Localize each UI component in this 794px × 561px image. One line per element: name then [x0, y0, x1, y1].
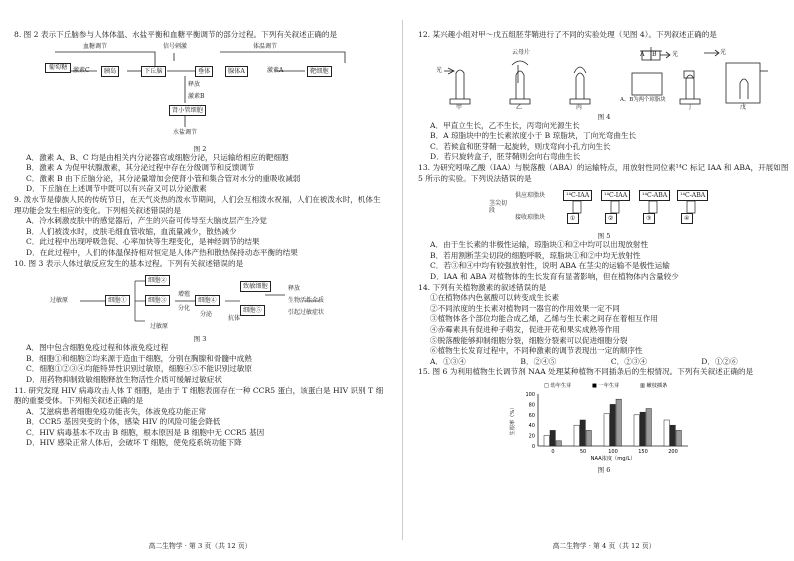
bar — [604, 414, 609, 446]
x-tick-label: 0 — [551, 448, 555, 455]
bar — [616, 399, 621, 446]
label-bing: 丙 — [576, 103, 583, 111]
bar — [664, 420, 669, 446]
q14-item-6: ⑥植物生长发育过程中，不同种激素的调节表现出一定的顺序性 — [430, 346, 643, 356]
x-axis-label: NAA浓度（mg/L） — [590, 455, 636, 462]
donor-box-3: ¹⁴C-ABA — [639, 190, 670, 201]
bar — [574, 425, 579, 446]
bar — [610, 404, 615, 446]
label-hormone-b: 激素B — [188, 92, 205, 100]
bar — [550, 430, 555, 446]
q14-option-c: C．②③④ — [610, 356, 648, 366]
q13-option-b: B．若用割断茎尖切段的细胞呼吸，琼脂块①和②中均无放射性 — [430, 250, 641, 260]
box-pituitary: 垂体 — [195, 66, 213, 77]
q14-option-a: A．①③④ — [430, 356, 466, 366]
q12-option-c: C．若候盒和胚芽鞘一起旋转，则戊弯向小孔方向生长 — [430, 141, 611, 151]
label-allergen-2: 过敏原 — [150, 323, 169, 331]
receiver-box-2: ② — [605, 213, 617, 224]
figure-5-caption: 图 5 — [597, 232, 611, 241]
q14-options — [430, 357, 790, 368]
q8-option-c: C．激素 B 由下丘脑分泌，其分泌量增加会使肾小管和集合管对水分的重吸收减弱 — [26, 173, 301, 183]
label-yi: 乙 — [516, 103, 523, 111]
label-proliferate: 增殖 — [178, 291, 191, 299]
y-tick-label: 60 — [528, 412, 535, 419]
figure-2-caption: 图 2 — [193, 144, 207, 153]
box-cell-2: 细胞② — [145, 275, 170, 286]
y-tick-label: 100 — [525, 391, 535, 398]
donor-box-4: ¹⁴C-ABA — [677, 190, 708, 201]
x-tick-label: 100 — [608, 448, 618, 455]
label-release: 释放 — [188, 80, 201, 88]
label-jia: 甲 — [456, 103, 463, 111]
bar — [544, 435, 549, 445]
q12-option-a: A．甲直立生长，乙不生长，丙弯向光源生长 — [430, 120, 580, 130]
label-allergen: 过敏原 — [50, 297, 69, 305]
box-cell-5: 细胞⑤ — [240, 305, 265, 316]
q9-stem: 9. 泼水节是傣族人民的传统节日，在天气炎热的泼水节期间，人们会互相泼水祝福，人们在被泼水时，机体生理功能会发生相应的变化。下列相关叙述错误的是 — [14, 194, 381, 215]
label-stem-section: 茎尖切段 — [489, 200, 508, 215]
box-pancreas: 胰岛 — [101, 66, 119, 77]
figure-4-caption: 图 4 — [597, 112, 611, 121]
y-tick-label: 0 — [531, 443, 535, 450]
y-tick-label: 20 — [528, 433, 535, 440]
x-tick-label: 150 — [638, 448, 648, 455]
q8-option-a: A．激素 A、B、C 均是由相关内分泌器官或细胞分泌，只运输给相应的靶细胞 — [26, 152, 289, 162]
q14-item-2: ②不同浓度的生长素对植物同一器官的作用效果一定不同 — [430, 303, 620, 313]
q14-item-3: ③植物体各个部位均能合成乙烯，乙烯与生长素之间存在着相互作用 — [430, 314, 658, 324]
figure-5 — [489, 186, 719, 230]
label-bio: 生物活性介质 — [288, 297, 325, 305]
box-cell-3: 细胞③ — [145, 295, 170, 306]
q14-item-1: ①在植物体内色氨酸可以转变成生长素 — [430, 293, 560, 303]
q9-option-d: D．在此过程中，人们的体温保持相对恒定是人体产热和散热保持动态平衡的结果 — [26, 247, 298, 257]
q8-option-b: B．激素 A 为促甲状腺激素，其分泌过程中存在分级调节和反馈调节 — [26, 163, 255, 173]
q13-option-d: D．IAA 和 ABA 对植物体的生长发育有显著影响，但在植物体内含量较少 — [430, 271, 679, 281]
q11-option-d: D．HIV 感染正常人体后，会破坏 T 细胞，使免疫系统功能下降 — [26, 438, 242, 448]
block-b-label: B — [652, 50, 657, 58]
label-symptom: 引起过敏症状 — [288, 309, 325, 317]
label-water: 水盐调节 — [173, 128, 198, 136]
box-cell-4: 细胞④ — [195, 295, 220, 306]
x-tick-label: 50 — [579, 448, 587, 455]
q14-option-d: D．①②⑥ — [701, 356, 738, 366]
q14-item-4: ④赤霉素具有促进种子萌发，促进开花和果实成熟等作用 — [430, 324, 620, 334]
label-antibody: 抗体 — [228, 315, 241, 323]
label-signal: 信号刺激 — [163, 42, 188, 50]
q13-option-a: A．由于生长素的非极性运输，琼脂块①和②中均可以出现放射性 — [430, 240, 649, 250]
q10-option-b: B．细胞①和细胞②均来源于造血干细胞，分别在胸腺和骨髓中成熟 — [26, 353, 252, 363]
donor-box-1: ¹⁴C-IAA — [563, 190, 592, 201]
figure-3-caption: 图 3 — [193, 335, 207, 344]
q15-stem: 15. 图 6 为利用植物生长调节剂 NAA 处理某种植物不同插条后的生根情况。下列有关叙述正确的是 — [418, 367, 754, 377]
q9-option-c: C．此过程中出现呼吸急促、心率加快等生理变化，是神经调节的结果 — [26, 237, 260, 247]
q13-option-c: C．若③和④中均有较强放射性，说明 ABA 在茎尖的运输不是极性运输 — [430, 261, 670, 271]
label-hormone-c: 激素C — [73, 66, 90, 74]
bar — [586, 430, 591, 446]
left-page — [14, 30, 386, 551]
box-cell-1: 细胞① — [105, 295, 130, 306]
figure-6-chart — [504, 380, 704, 464]
label-differentiate: 分化 — [178, 305, 191, 313]
block-a-label: A — [640, 50, 645, 58]
y-tick-label: 80 — [528, 402, 535, 409]
bar — [634, 415, 639, 446]
right-page-footer: 高二生物学 · 第 4 页（共 12 页） — [552, 542, 656, 551]
bar — [580, 420, 585, 446]
box-gland-a: 腺体A — [225, 66, 248, 77]
q10-option-a: A．图中包含细胞免疫过程和体液免疫过程 — [26, 343, 169, 353]
left-page-footer: 高二生物学 · 第 3 页（共 12 页） — [148, 542, 252, 551]
q12-stem: 12. 某兴趣小组对甲～戊五组胚芽鞘进行了不同的实验处理（见图 4）。下列叙述正确的是 — [418, 30, 717, 39]
label-light-2: 光 — [672, 50, 679, 58]
box-glucose: 葡萄糖 — [45, 63, 71, 73]
label-secrete: 分泌 — [200, 311, 213, 319]
y-tick-label: 40 — [528, 423, 535, 430]
receiver-box-3: ③ — [643, 213, 655, 224]
q10-option-d: D．用药物抑制致敏细胞释放生物活性介质可缓解过敏症状 — [26, 374, 222, 384]
label-temperature: 体温调节 — [253, 42, 278, 50]
receiver-box-1: ① — [567, 213, 579, 224]
bar — [676, 430, 681, 446]
q10-option-c: C．细胞①②③④均能特异性识别过敏原，细胞④⑤不能识别过敏原 — [26, 364, 253, 374]
bar — [670, 425, 675, 446]
right-page — [418, 30, 790, 551]
label-light-3: 光 — [720, 48, 727, 56]
q14-option-b: B．②④⑤ — [520, 356, 557, 366]
q14-stem: 14. 下列有关植物激素的叙述错误的是 — [418, 282, 547, 292]
label-wu: 戊 — [740, 103, 747, 111]
bar — [646, 408, 651, 445]
q14-item-5: ⑤脱落酸能够抑制细胞分裂，细胞分裂素可以促进细胞分裂 — [430, 335, 628, 345]
label-hormone-a: 激素A — [267, 66, 284, 74]
q10-stem: 10. 图 3 表示人体过敏反应发生的基本过程。下列有关叙述错误的是 — [14, 258, 244, 268]
q12-option-b: B．A 琼脂块中的生长素浓度小于 B 琼脂块，丁向光弯曲生长 — [430, 131, 637, 141]
bar — [640, 412, 645, 446]
q8-stem: 8. 图 2 表示下丘脑参与人体体温、水盐平衡和血糖平衡调节的部分过程。下列有关叙述正确的是 — [14, 30, 338, 39]
donor-box-2: ¹⁴C-IAA — [601, 190, 630, 201]
label-light-1: 光 — [436, 66, 443, 74]
label-donor: 供应琼脂块 — [515, 192, 546, 200]
legend-item: ▥ 嫩枝插条 — [640, 382, 668, 389]
q9-option-a: A．冷水刺激皮肤中的感觉器后，产生的兴奋可传导至大脑皮层产生冷觉 — [26, 216, 267, 226]
q13-stem: 13. 为研究吲哚乙酸（IAA）与脱落酸（ABA）的运输特点，用放射性同位素¹⁴C 标记 IAA 和 ABA，开展如图 5 所示的实验。下列说法错误的是 — [418, 162, 789, 183]
q11-option-c: C．HIV 病毒基本不攻击 B 细胞，根本原因是 B 细胞中无 CCR5 基因 — [26, 427, 265, 437]
q11-option-b: B．CCR5 基因突变的个体，感染 HIV 的风险可能会降低 — [26, 417, 221, 427]
legend-item: □ 幼年生芽 — [544, 382, 572, 389]
box-hypothalamus: 下丘脑 — [141, 66, 166, 77]
figure-2 — [45, 43, 355, 143]
q11-option-a: A．艾滋病患者细胞免疫功能丧失，体液免疫功能正常 — [26, 406, 207, 416]
page-divider — [402, 20, 403, 540]
label-block-note: A、B为两个琼脂块 — [620, 96, 666, 103]
figure-4 — [434, 43, 774, 111]
legend-item: ■ 一年生芽 — [592, 382, 620, 389]
q9-option-b: B．人们被泼水时，皮肤毛细血管收缩，血流量减少，散热减少 — [26, 226, 237, 236]
figure-6 — [504, 380, 704, 464]
q12-option-d: D．若只旋转盒子，胚芽鞘则会向右弯曲生长 — [430, 152, 581, 162]
label-ding: 丁 — [687, 103, 694, 111]
figure-6-caption: 图 6 — [597, 465, 611, 474]
y-axis-label: 生根率（%） — [510, 404, 516, 436]
figure-3 — [50, 271, 350, 333]
q11-stem: 11. 研究发现 HIV 病毒攻击人体 T 细胞，是由于 T 细胞表面存在一种 CCR5 蛋白，该蛋白是 HIV 识别 T 细胞的重要受体。下列相关叙述正确的是 — [14, 385, 384, 406]
receiver-box-4: ④ — [681, 213, 693, 224]
label-release-3: 释放 — [288, 285, 301, 293]
x-tick-label: 200 — [668, 448, 678, 455]
label-blood-sugar: 血糖调节 — [83, 42, 108, 50]
box-target: 靶细胞 — [307, 66, 332, 77]
q8-option-d: D．下丘脑在上述调节中既可以有兴奋又可以分泌激素 — [26, 184, 207, 194]
box-kidney: 肾小管细胞 — [169, 105, 206, 116]
label-mica: 云母片 — [512, 48, 531, 56]
label-receiver: 接收琼脂块 — [515, 214, 546, 222]
bar — [556, 441, 561, 446]
box-sensitized: 致敏细胞 — [240, 281, 271, 292]
